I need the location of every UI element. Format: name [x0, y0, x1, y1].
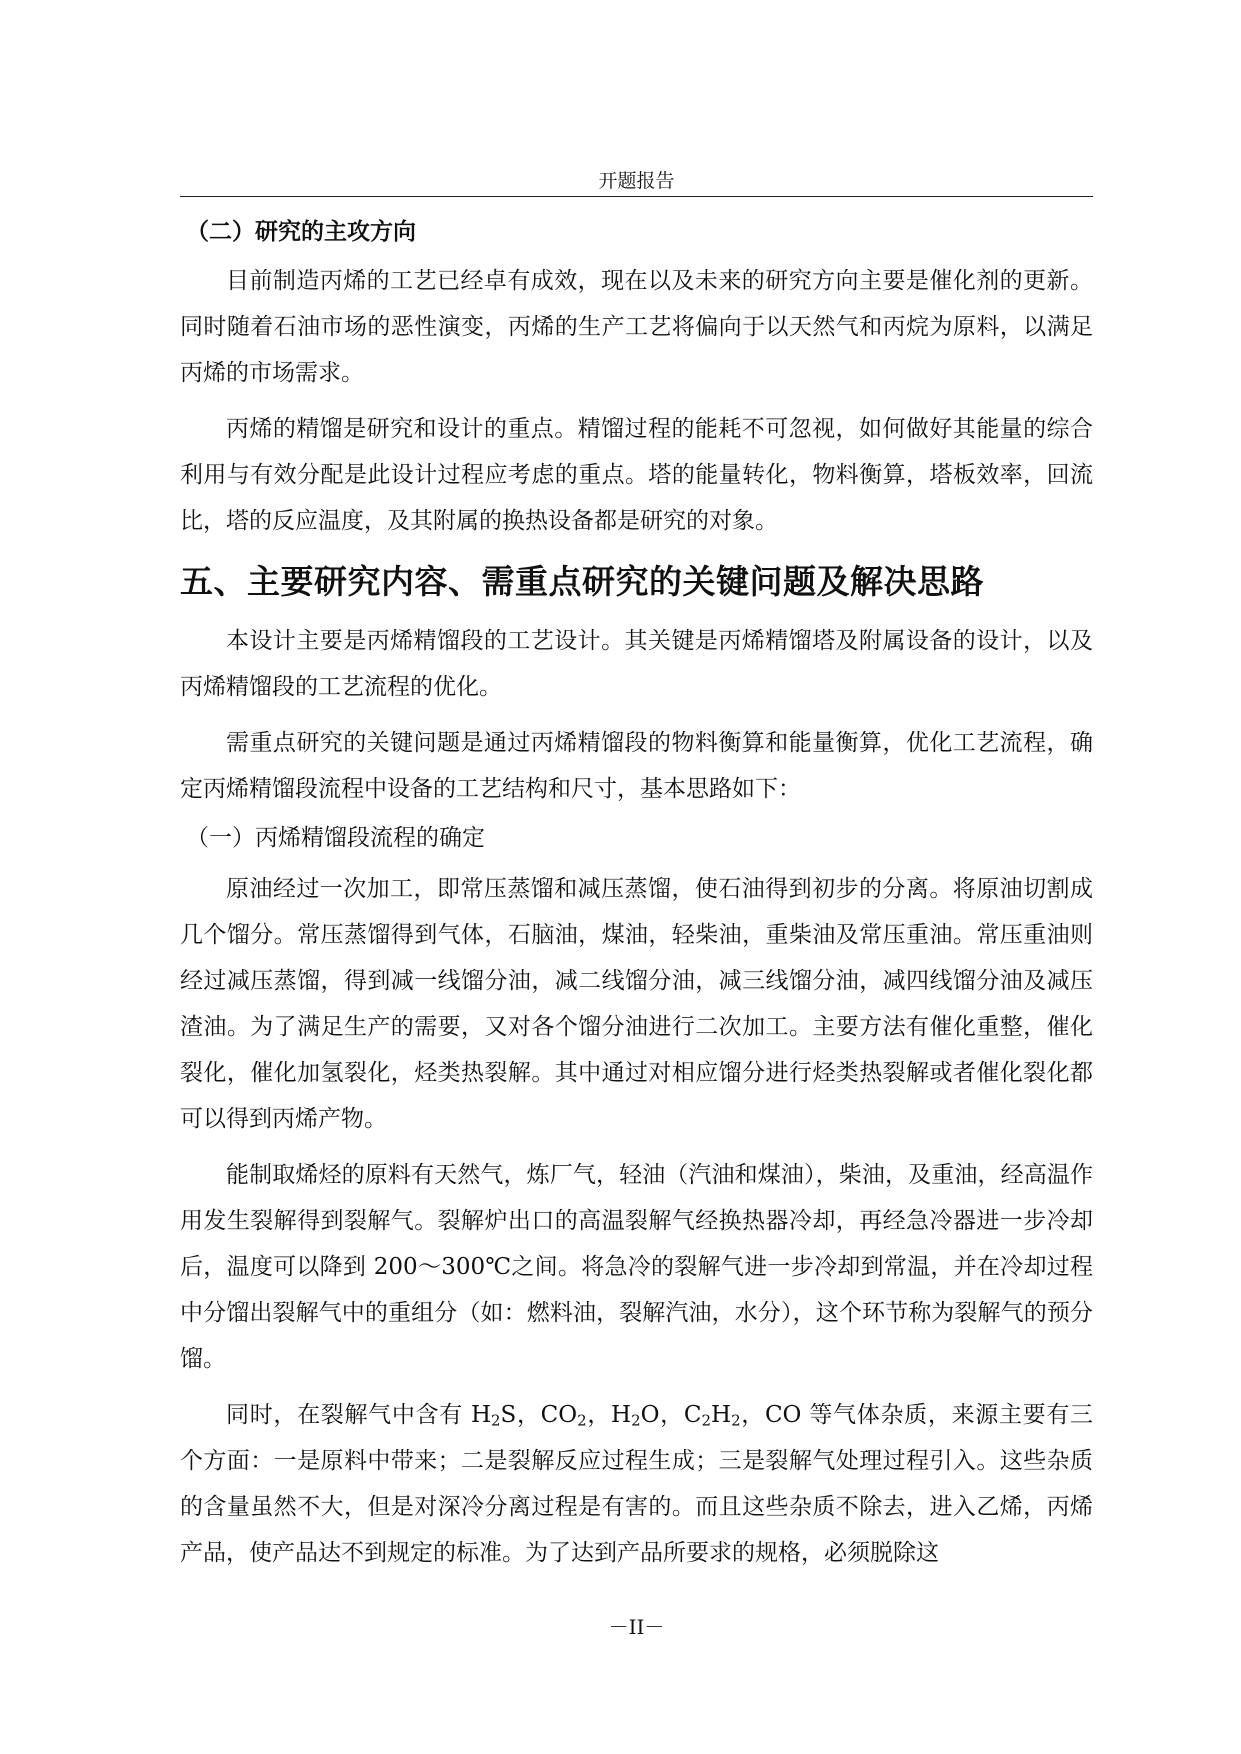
section-title: 五、主要研究内容、需重点研究的关键问题及解决思路 — [180, 562, 984, 601]
formula-c2h2: $C_2H_2$ — [683, 1402, 741, 1430]
paragraph: 能制取烯烃的原料有天然气，炼厂气，轻油（汽油和煤油），柴油，及重油，经高温作用发生裂解得到裂解气。裂解炉出口的高温裂解气经换热器冷却，再经急冷器进一步冷却后，温度可以降到 200～300℃之间。将急冷的裂解气进一步冷却到常温，并在冷却过程中分馏出裂解气中的重组分（如：燃料油，裂解汽油，水分），这个环节称为裂解气的预分馏。 — [180, 1162, 1093, 1372]
running-header: 开题报告 — [598, 170, 675, 192]
header-rule — [180, 196, 1093, 197]
formula-h2o: $H_2O$ — [611, 1402, 660, 1430]
paragraph: 本设计主要是丙烯精馏段的工艺设计。其关键是丙烯精馏塔及附属设备的设计，以及丙烯精馏段的工艺流程的优化。 — [180, 628, 1093, 700]
subsection-heading-main-direction: （二）研究的主攻方向 — [186, 218, 416, 245]
paragraph-impurities: 同时，在裂解气中含有 $H_2S$，$CO_2$，$H_2O$，$C_2H_2$，CO 等气体杂质，来源主要有三个方面：一是原料中带来；二是裂解反应过程生成；三是裂解气处理过程引入。这些杂质的含量虽然不大，但是对深冷分离过程是有害的。而且这些杂质不除去，进入乙烯，丙烯产品，使产品达不到规定的标准。为了达到产品所要求的规格，必须脱除这 — [180, 1402, 1094, 1566]
paragraph: 丙烯的精馏是研究和设计的重点。精馏过程的能耗不可忽视，如何做好其能量的综合利用与有效分配是此设计过程应考虑的重点。塔的能量转化，物料衡算，塔板效率，回流比，塔的反应温度，及其附属的换热设备都是研究的对象。 — [180, 416, 1093, 534]
subsection-heading-process: （一）丙烯精馏段流程的确定 — [186, 825, 485, 851]
formula-h2s: $H_2S$ — [470, 1402, 517, 1430]
paragraph: 目前制造丙烯的工艺已经卓有成效，现在以及未来的研究方向主要是催化剂的更新。同时随着石油市场的恶性演变，丙烯的生产工艺将偏向于以天然气和丙烷为原料，以满足丙烯的市场需求。 — [180, 268, 1093, 386]
formula-co2: $CO_2$ — [540, 1402, 587, 1430]
paragraph: 需重点研究的关键问题是通过丙烯精馏段的物料衡算和能量衡算，优化工艺流程，确定丙烯精馏段流程中设备的工艺结构和尺寸，基本思路如下： — [180, 730, 1093, 802]
page-number: －II－ — [608, 1615, 665, 1639]
page-content — [180, 212, 1093, 1576]
paragraph: 原油经过一次加工，即常压蒸馏和减压蒸馏，使石油得到初步的分离。将原油切割成几个馏分。常压蒸馏得到气体，石脑油，煤油，轻柴油，重柴油及常压重油。常压重油则经过减压蒸馏，得到减一线馏分油，减二线馏分油，减三线馏分油，减四线馏分油及减压渣油。为了满足生产的需要，又对各个馏分油进行二次加工。主要方法有催化重整，催化裂化，催化加氢裂化，烃类热裂解。其中通过对相应馏分进行烃类热裂解或者催化裂化都可以得到丙烯产物。 — [180, 876, 1093, 1132]
